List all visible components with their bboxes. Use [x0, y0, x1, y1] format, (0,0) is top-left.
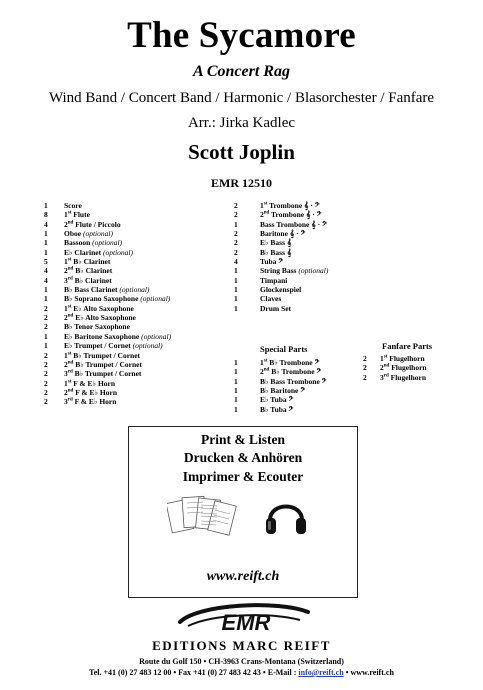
part-quantity: 1 — [44, 294, 48, 304]
part-quantity: 4 — [44, 266, 48, 276]
part-quantity: 1 — [44, 201, 48, 210]
part-quantity: 2 — [234, 229, 238, 239]
instrumentation: Wind Band / Concert Band / Harmonic / Blasorchester / Fanfare — [48, 90, 435, 106]
part-name: 2nd Flugelhorn — [380, 363, 427, 373]
part-name: Glockenspiel — [260, 285, 302, 295]
part-name: Bass Trombone 𝄞 · 𝄢 — [260, 219, 327, 229]
part-quantity: 1 — [234, 386, 238, 396]
sheet-music-icon — [167, 493, 239, 539]
website-link[interactable]: www.reift.ch — [206, 569, 280, 584]
part-quantity: 1 — [234, 358, 238, 367]
page-title: The Sycamore — [127, 15, 356, 56]
promo-imprimer-ecouter: Imprimer & Ecouter — [182, 469, 304, 484]
part-name: Tuba 𝄢 — [260, 257, 284, 267]
part-quantity: 2 — [44, 303, 48, 313]
part-name: 2nd Trombone 𝄞 · 𝄢 — [260, 210, 322, 220]
publisher-contact — [0, 668, 483, 677]
subtitle: A Concert Rag — [193, 63, 290, 80]
part-quantity: 2 — [44, 397, 48, 407]
part-name: 2nd B♭ Clarinet — [64, 266, 113, 276]
part-name: 2nd B♭ Trombone 𝄢 — [260, 367, 322, 377]
part-name: 2nd Flute / Piccolo — [64, 219, 121, 229]
part-quantity: 1 — [234, 303, 238, 313]
part-name: E♭ Tuba 𝄢 — [260, 395, 294, 405]
part-quantity: 5 — [44, 257, 48, 267]
part-quantity: 1 — [234, 376, 238, 386]
part-quantity: 1 — [44, 285, 48, 295]
part-name: 2nd F & E♭ Horn — [64, 387, 117, 397]
part-name: 3rd Flugelhorn — [380, 372, 427, 382]
part-name: 1st Trombone 𝄞 · 𝄢 — [260, 201, 320, 210]
publisher-name: EDITIONS MARC REIFT — [152, 638, 331, 653]
part-name: 3rd F & E♭ Horn — [64, 397, 117, 407]
part-quantity: 4 — [44, 275, 48, 285]
part-name: Oboe (optional) — [64, 229, 113, 239]
contact-website: • www.reift.ch — [343, 668, 394, 677]
part-quantity: 2 — [44, 378, 48, 388]
part-quantity: 1 — [44, 341, 48, 351]
part-name: E♭ Bass 𝄞 — [260, 238, 292, 248]
part-quantity: 2 — [44, 313, 48, 323]
part-name: Claves — [260, 294, 282, 304]
special-parts-heading: Special Parts — [260, 344, 308, 354]
part-name: E♭ Clarinet (optional) — [64, 247, 133, 257]
logo-text: EMR — [221, 610, 271, 635]
part-name: 3rd B♭ Trumpet / Cornet — [64, 369, 142, 379]
part-name: B♭ Bass 𝄞 — [260, 247, 292, 257]
part-name: 2nd B♭ Trumpet / Cornet — [64, 359, 142, 369]
part-name: Score — [64, 201, 82, 210]
emr-logo — [168, 600, 318, 636]
part-quantity: 4 — [44, 219, 48, 229]
part-quantity: 1 — [44, 238, 48, 248]
part-name: B♭ Tenor Saxophone — [64, 322, 130, 332]
part-quantity: 1 — [44, 331, 48, 341]
part-name: E♭ Baritone Saxophone (optional) — [64, 331, 172, 341]
part-name: Drum Set — [260, 303, 292, 313]
part-quantity: 1 — [234, 404, 238, 414]
part-name: 1st B♭ Trombone 𝄢 — [260, 358, 320, 367]
part-quantity: 1 — [44, 247, 48, 257]
part-name: B♭ Bass Trombone 𝄢 — [260, 376, 327, 386]
part-quantity: 1 — [234, 395, 238, 405]
part-quantity: 2 — [234, 238, 238, 248]
part-quantity: 1 — [234, 266, 238, 276]
part-quantity: 2 — [44, 369, 48, 379]
composer: Scott Joplin — [188, 140, 295, 164]
part-name: B♭ Baritone 𝄢 — [260, 386, 306, 396]
catalog-number: EMR 12510 — [211, 176, 272, 190]
fanfare-parts-heading: Fanfare Parts — [382, 341, 433, 351]
part-name: 1st B♭ Clarinet — [64, 257, 111, 267]
email-link[interactable]: info@reift.ch — [298, 668, 344, 677]
part-name: 2nd E♭ Alto Saxophone — [64, 313, 136, 323]
part-quantity: 2 — [44, 387, 48, 397]
part-name: E♭ Trumpet / Cornet (optional) — [64, 341, 163, 351]
promo-drucken-anhoeren: Drucken & Anhören — [183, 450, 303, 465]
part-quantity: 2 — [363, 354, 367, 363]
part-quantity: 1 — [234, 367, 238, 377]
part-name: B♭ Bass Clarinet (optional) — [64, 285, 150, 295]
part-quantity: 2 — [363, 372, 367, 382]
arranger: Arr.: Jirka Kadlec — [187, 115, 296, 131]
contact-phone-fax: Tel. +41 (0) 27 483 12 00 • Fax +41 (0) 27 483 42 43 • E-Mail : — [89, 668, 299, 677]
part-name: 3rd B♭ Clarinet — [64, 275, 112, 285]
part-name: 1st E♭ Alto Saxophone — [64, 303, 134, 313]
part-quantity: 1 — [234, 294, 238, 304]
part-name: B♭ Tuba 𝄢 — [260, 404, 294, 414]
part-name: Timpani — [260, 275, 288, 285]
part-quantity: 2 — [44, 359, 48, 369]
part-quantity: 2 — [44, 322, 48, 332]
publisher-address: Route du Golf 150 • CH-3963 Crans-Montana (Switzerland) — [139, 657, 344, 666]
part-quantity: 2 — [363, 363, 367, 373]
part-quantity: 1 — [234, 275, 238, 285]
part-name: 1st Flugelhorn — [380, 354, 425, 363]
part-quantity: 2 — [234, 201, 238, 210]
print-listen-box — [128, 426, 358, 598]
part-name: 1st F & E♭ Horn — [64, 378, 116, 388]
part-name: 1st Flute — [64, 210, 90, 220]
part-name: Bassoon (optional) — [64, 238, 123, 248]
part-name: String Bass (optional) — [260, 266, 329, 276]
part-name: B♭ Soprano Saxophone (optional) — [64, 294, 171, 304]
part-quantity: 2 — [234, 210, 238, 220]
headphones-icon — [262, 492, 310, 540]
part-quantity: 8 — [44, 210, 48, 220]
part-quantity: 2 — [234, 247, 238, 257]
promo-print-listen: Print & Listen — [201, 432, 285, 447]
part-quantity: 1 — [44, 229, 48, 239]
part-name: Baritone 𝄞 · 𝄢 — [260, 229, 306, 239]
part-quantity: 1 — [234, 219, 238, 229]
part-quantity: 4 — [234, 257, 238, 267]
part-quantity: 1 — [234, 285, 238, 295]
part-quantity: 2 — [44, 350, 48, 360]
part-name: 1st B♭ Trumpet / Cornet — [64, 350, 141, 360]
